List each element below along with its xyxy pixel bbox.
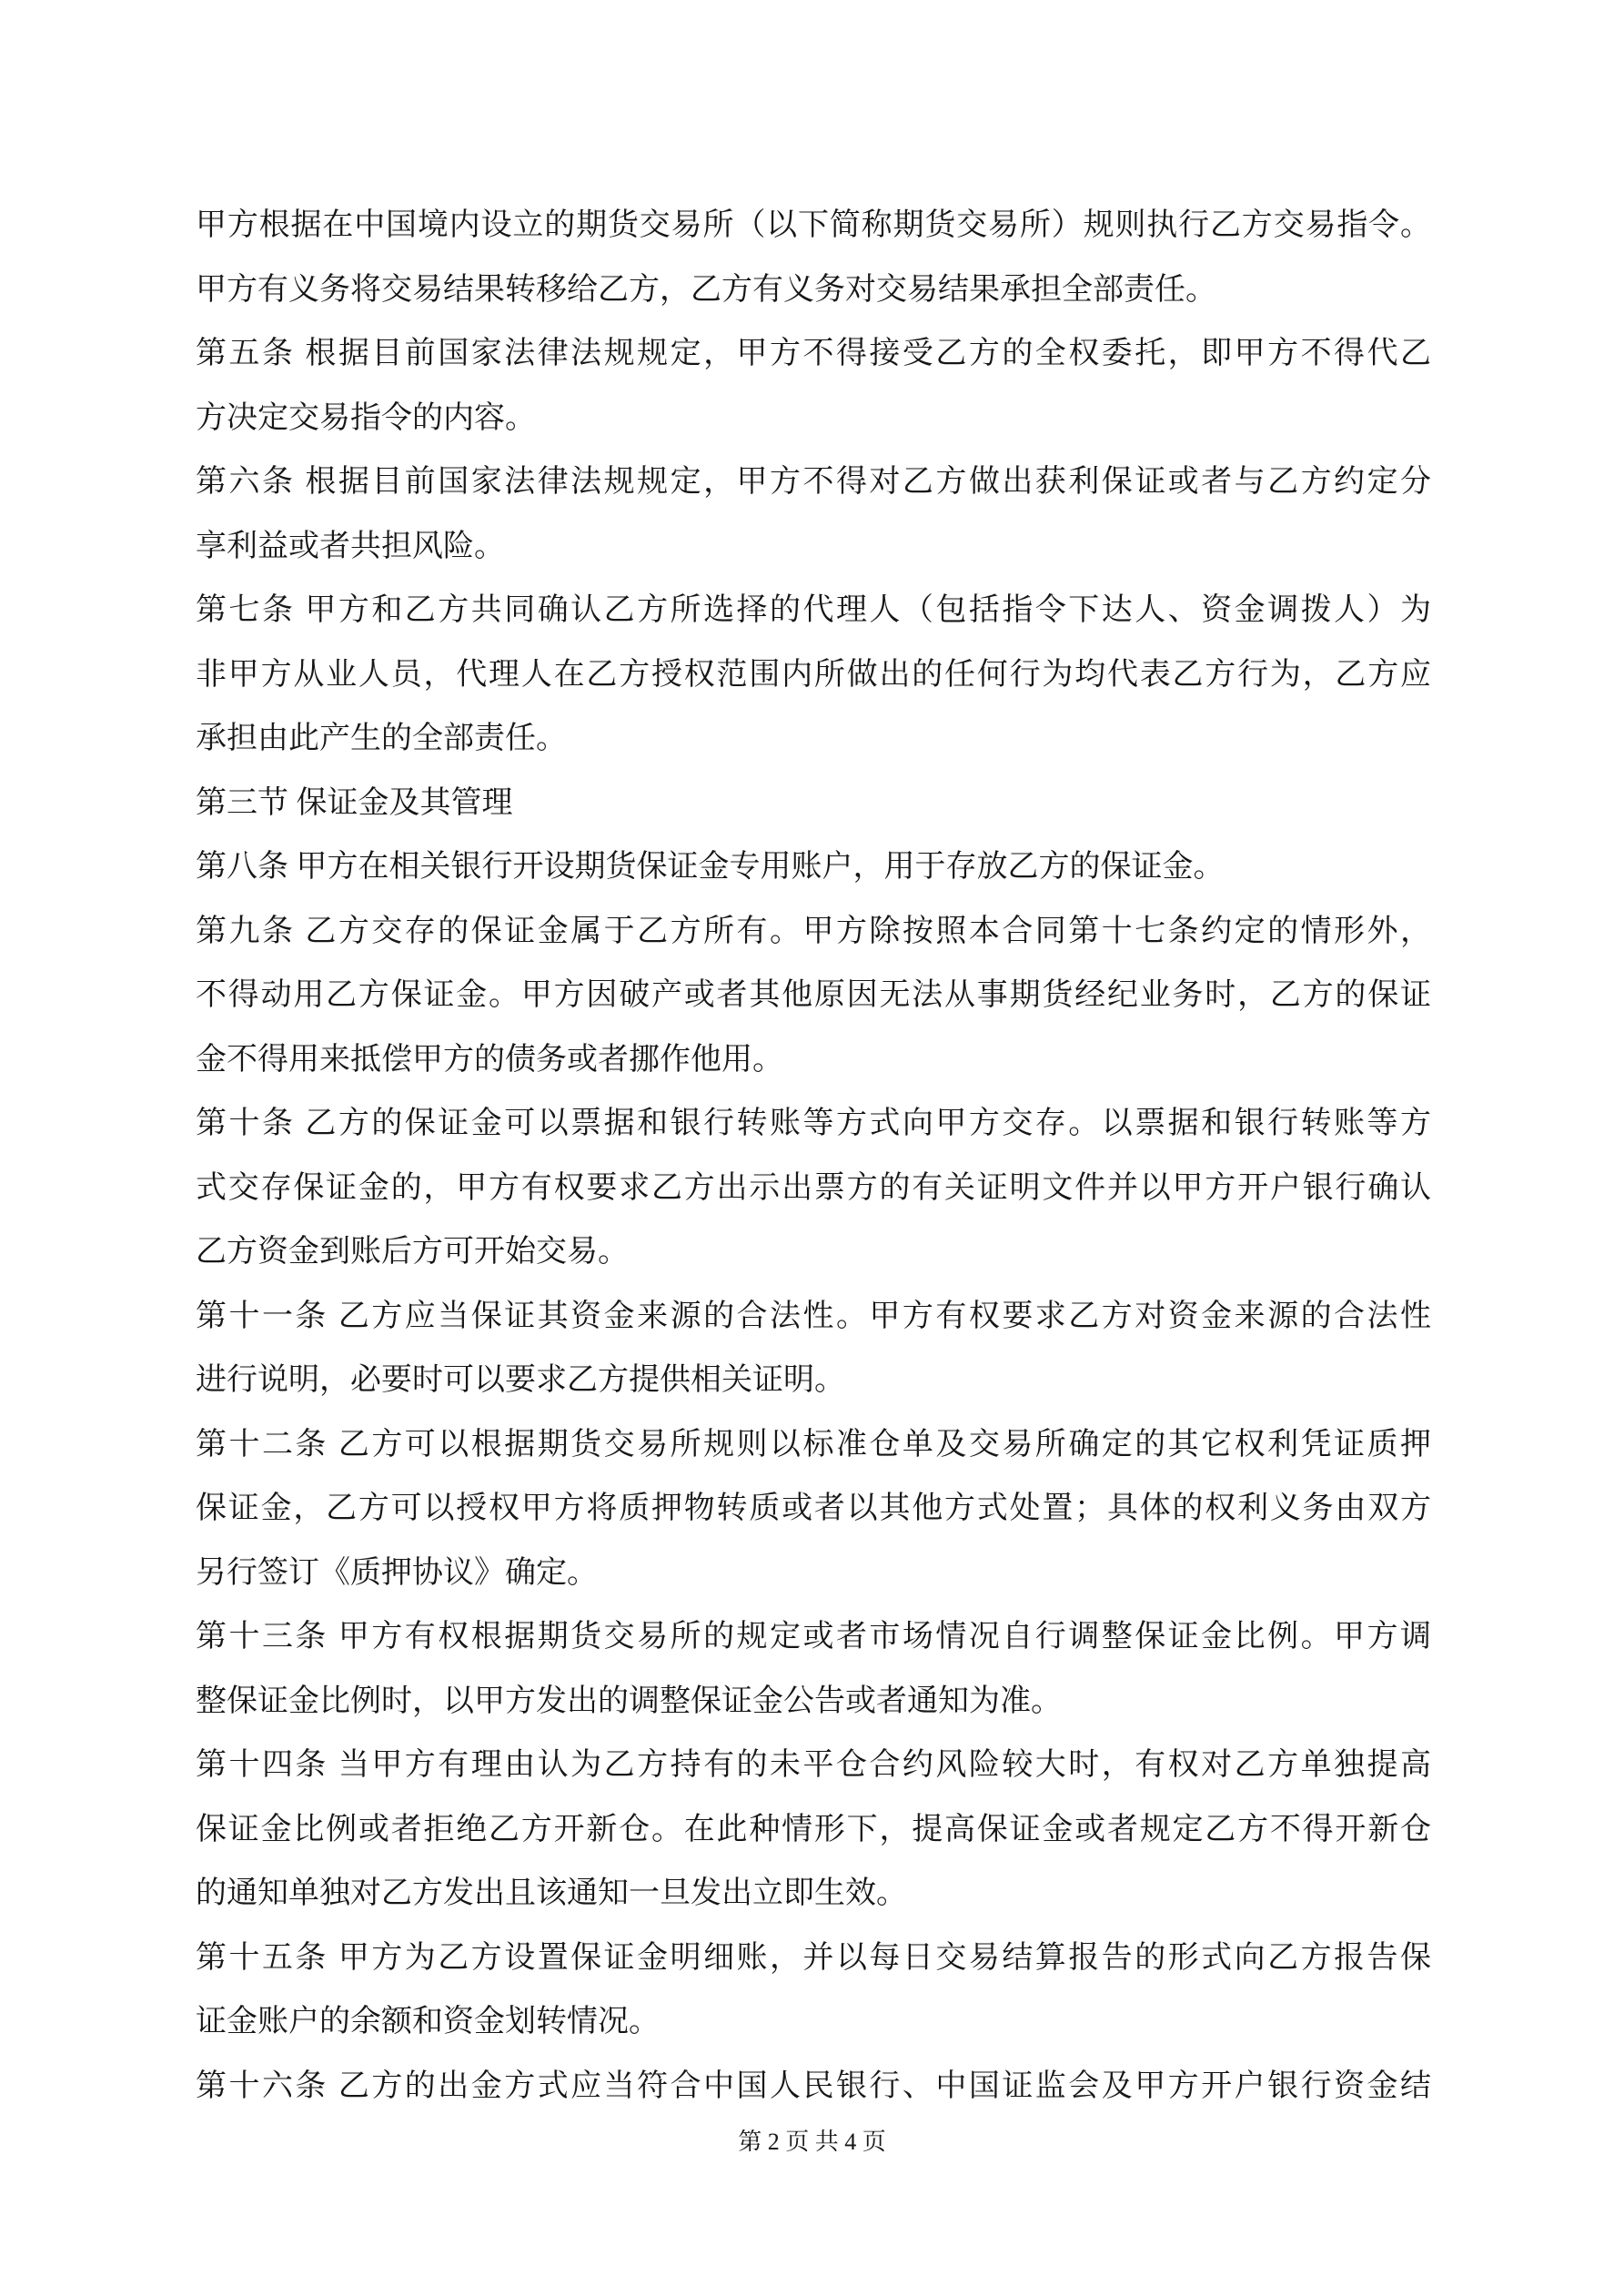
document-body — [196, 194, 1431, 2119]
text-line: 第八条 甲方在相关银行开设期货保证金专用账户，用于存放乙方的保证金。 — [196, 850, 1225, 884]
text-line: 承担由此产生的全部责任。 — [196, 722, 567, 755]
text-line: 证金账户的余额和资金划转情况。 — [196, 2005, 660, 2038]
text-line: 方决定交易指令的内容。 — [196, 400, 536, 435]
text-line: 不得动用乙方保证金。甲方因破产或者其他原因无法从事期货经纪业务时，乙方的保证 — [196, 978, 1431, 1012]
text-line: 保证金比例或者拒绝乙方开新仓。在此种情形下，提高保证金或者规定乙方不得开新仓 — [196, 1812, 1431, 1846]
text-line: 享利益或者共担风险。 — [196, 529, 505, 563]
text-line: 乙方资金到账后方可开始交易。 — [196, 1235, 629, 1269]
text-line: 进行说明，必要时可以要求乙方提供相关证明。 — [196, 1363, 845, 1397]
text-line: 甲方有义务将交易结果转移给乙方，乙方有义务对交易结果承担全部责任。 — [196, 272, 1216, 307]
text-line: 第五条 根据目前国家法律法规规定，甲方不得接受乙方的全权委托，即甲方不得代乙 — [196, 337, 1431, 370]
text-line: 第十条 乙方的保证金可以票据和银行转账等方式向甲方交存。以票据和银行转账等方 — [196, 1107, 1431, 1140]
text-line: 第十五条 甲方为乙方设置保证金明细账，并以每日交易结算报告的形式向乙方报告保 — [196, 1940, 1431, 1975]
text-line: 非甲方从业人员，代理人在乙方授权范围内所做出的任何行为均代表乙方行为，乙方应 — [196, 657, 1431, 692]
text-line: 第十四条 当甲方有理由认为乙方持有的未平仓合约风险较大时，有权对乙方单独提高 — [196, 1748, 1431, 1782]
text-line: 整保证金比例时，以甲方发出的调整保证金公告或者通知为准。 — [196, 1684, 1062, 1718]
text-line: 金不得用来抵偿甲方的债务或者挪作他用。 — [196, 1042, 783, 1077]
text-line: 第六条 根据目前国家法律法规规定，甲方不得对乙方做出获利保证或者与乙方约定分 — [196, 465, 1431, 499]
text-line: 甲方根据在中国境内设立的期货交易所（以下简称期货交易所）规则执行乙方交易指令。 — [196, 208, 1431, 242]
text-line: 第九条 乙方交存的保证金属于乙方所有。甲方除按照本合同第十七条约定的情形外， — [196, 914, 1431, 948]
text-line: 第七条 甲方和乙方共同确认乙方所选择的代理人（包括指令下达人、资金调拨人）为 — [196, 593, 1431, 627]
text-line: 保证金，乙方可以授权甲方将质押物转质或者以其他方式处置；具体的权利义务由双方 — [196, 1492, 1431, 1525]
text-line: 第十一条 乙方应当保证其资金来源的合法性。甲方有权要求乙方对资金来源的合法性 — [196, 1299, 1431, 1333]
text-line: 的通知单独对乙方发出且该通知一旦发出立即生效。 — [196, 1876, 907, 1910]
text-line: 式交存保证金的，甲方有权要求乙方出示出票方的有关证明文件并以甲方开户银行确认 — [196, 1170, 1431, 1205]
text-line: 第十六条 乙方的出金方式应当符合中国人民银行、中国证监会及甲方开户银行资金结 — [196, 2068, 1431, 2103]
page-number-footer: 第 2 页 共 4 页 — [738, 2129, 886, 2155]
text-line: 另行签订《质押协议》确定。 — [196, 1555, 598, 1590]
text-line: 第十二条 乙方可以根据期货交易所规则以标准仓单及交易所确定的其它权利凭证质押 — [196, 1427, 1431, 1462]
text-line: 第十三条 甲方有权根据期货交易所的规定或者市场情况自行调整保证金比例。甲方调 — [196, 1620, 1431, 1654]
section-heading: 第三节 保证金及其管理 — [196, 785, 513, 820]
